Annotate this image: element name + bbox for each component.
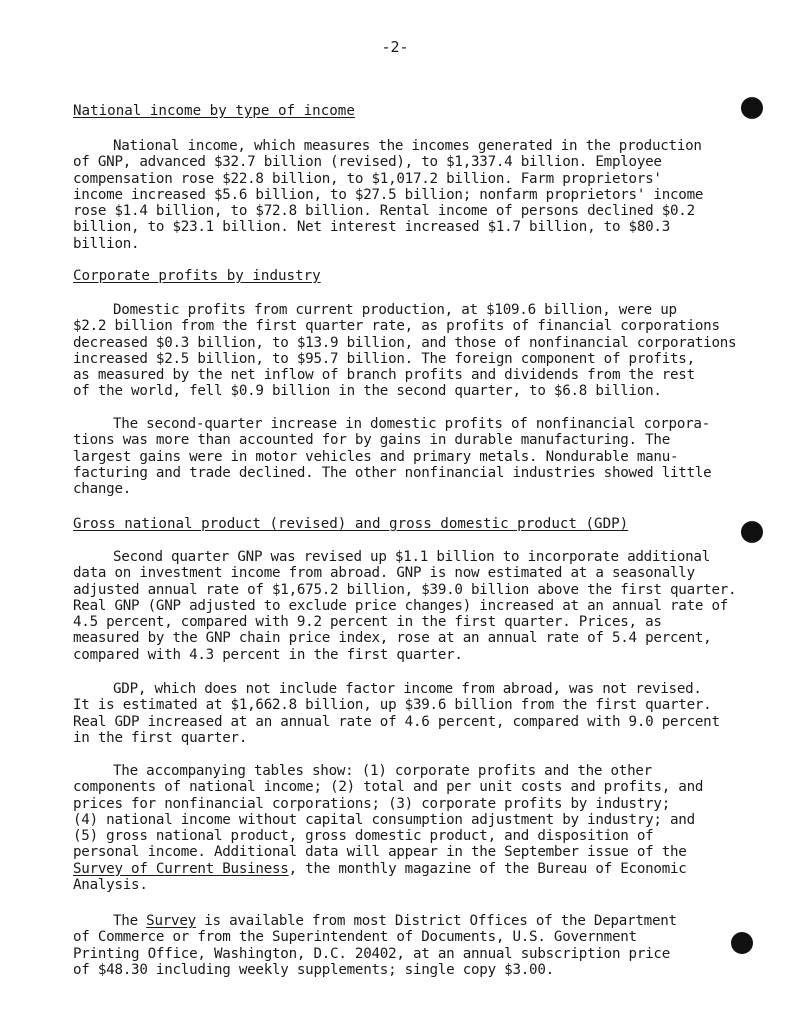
paragraph-domestic-profits: Domestic profits from current production, at $109.6 billion, were up $2.2 billion from the first quarter rate, as profits of financial corporations decreased $0.3 billion, to $13.9 billion, and those of nonfinancial corporations increased $2.5 billion, to $95.7 billion. The foreign component of profits, as measured by the net inflow of branch profits and dividends from the rest of the world, fell $0.9 billion in the second quarter, to $6.8 billion.	[73, 302, 737, 400]
binder-hole-top	[741, 97, 763, 119]
binder-hole-middle	[741, 521, 763, 543]
survey-of-current-business-title: Survey of Current Business	[73, 860, 289, 877]
paragraph-accompanying-tables	[73, 763, 703, 893]
page-number: -2-	[381, 38, 409, 56]
tables-text-before: The accompanying tables show: (1) corporate profits and the other components of national income; (2) total and per unit costs and profits, and prices for nonfinancial corporations; (3) corporate profits by industry; (4) national income without capital consumption adjustment by industry; and (5) gross national product, gross domestic product, and disposition of personal income. Additional data will appear in the September issue of the	[73, 763, 704, 861]
binder-hole-bottom	[731, 932, 753, 954]
paragraph-national-income: National income, which measures the incomes generated in the production of GNP, advanced $32.7 billion (revised), to $1,337.4 billion. Employee compensation rose $22.8 billion, to $1,017.2 billion. Farm proprietors' income increased $5.6 billion, to $27.5 billion; nonfarm proprietors' income rose $1.4 billion, to $72.8 billion. Rental income of persons declined $0.2 billion, to $23.1 billion. Net interest increased $1.7 billion, to $80.3 billion.	[73, 138, 704, 252]
heading-corporate-profits: Corporate profits by industry	[73, 268, 321, 284]
paragraph-gdp: GDP, which does not include factor income from abroad, was not revised. It is estimated at $1,662.8 billion, up $39.6 billion from the first quarter. Real GDP increased at an annual rate of 4.6 percent, compared with 9.0 percent in the first quarter.	[73, 681, 720, 746]
heading-national-income: National income by type of income	[73, 103, 355, 119]
paragraph-nonfinancial-increase: The second-quarter increase in domestic profits of nonfinancial corpora- tions was more than accounted for by gains in durable manufacturing. The largest gains were in motor vehicles and primary metals. Nondurable manu- facturing and trade declined. The other nonfinancial industries showed little change.	[73, 416, 712, 498]
survey-text-after: is available from most District Offices of the Department of Commerce or from the Superintendent of Documents, U.S. Government Printing Office, Washington, D.C. 20402, at an annual subscription price of $48.30 including weekly supplements; single copy $3.00.	[73, 913, 677, 978]
paragraph-survey-availability	[73, 913, 677, 978]
heading-gnp-gdp: Gross national product (revised) and gross domestic product (GDP)	[73, 516, 629, 532]
paragraph-gnp-revised: Second quarter GNP was revised up $1.1 billion to incorporate additional data on investment income from abroad. GNP is now estimated at a seasonally adjusted annual rate of $1,675.2 billion, $39.0 billion above the first quarter. Real GNP (GNP adjusted to exclude price changes) increased at an annual rate of 4.5 percent, compared with 9.2 percent in the first quarter. Prices, as measured by the GNP chain price index, rose at an annual rate of 5.4 percent, compared with 4.3 percent in the first quarter.	[73, 549, 737, 663]
survey-text-before: The	[113, 913, 147, 929]
survey-title: Survey	[146, 913, 196, 929]
tables-text-after: , the monthly magazine of the Bureau of Economic Analysis.	[73, 860, 687, 894]
